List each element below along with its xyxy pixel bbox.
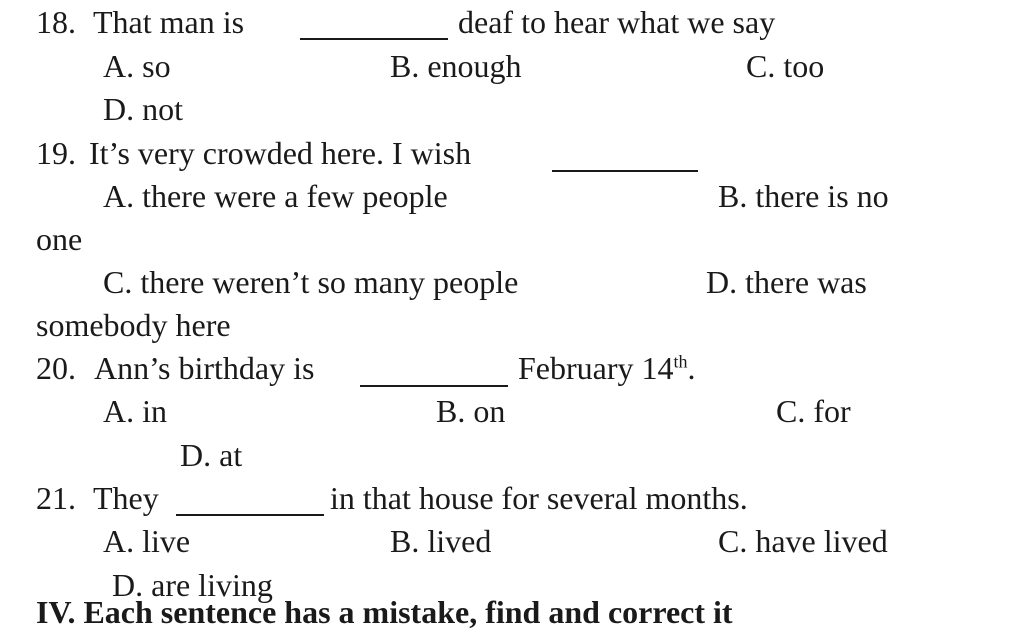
option-c: C. too <box>746 48 825 84</box>
question-number: 21. <box>36 480 76 516</box>
answer-blank <box>176 514 324 516</box>
period: . <box>687 350 696 386</box>
question-stem-end <box>518 348 696 388</box>
option-a: A. so <box>103 48 171 84</box>
option-b-continued: one <box>36 221 83 257</box>
question-stem-end: deaf to hear what we say <box>458 4 776 40</box>
option-d: D. at <box>180 437 243 473</box>
answer-blank <box>360 385 508 387</box>
answer-blank <box>552 170 698 172</box>
option-d: D. there was <box>706 264 867 300</box>
option-d-continued: somebody here <box>36 307 231 343</box>
option-b: B. there is no <box>718 178 889 214</box>
option-c: C. have lived <box>718 523 888 559</box>
date-text: February 14 <box>518 350 674 386</box>
option-c: C. for <box>776 393 851 429</box>
question-number: 20. <box>36 350 76 386</box>
option-a: A. live <box>103 523 191 559</box>
option-a: A. in <box>103 393 167 429</box>
ordinal-suffix: th <box>673 351 688 372</box>
option-b: B. on <box>436 393 506 429</box>
next-section-heading-clipped <box>0 600 1024 640</box>
option-b: B. lived <box>390 523 492 559</box>
option-a: A. there were a few people <box>103 178 448 214</box>
question-stem: Ann’s birthday is <box>94 350 315 386</box>
question-number: 18. <box>36 4 76 40</box>
question-stem-end: in that house for several months. <box>330 480 748 516</box>
question-stem: They <box>93 480 159 516</box>
question-stem: It’s very crowded here. I wish <box>89 135 472 171</box>
option-d: D. not <box>103 91 183 127</box>
question-stem: That man is <box>93 4 245 40</box>
option-b: B. enough <box>390 48 522 84</box>
section-heading: IV. Each sentence has a mistake, find and correct it <box>36 600 733 630</box>
answer-blank <box>300 38 448 40</box>
question-number: 19. <box>36 135 76 171</box>
option-c: C. there weren’t so many people <box>103 264 519 300</box>
option-d: D. are living <box>112 567 273 603</box>
